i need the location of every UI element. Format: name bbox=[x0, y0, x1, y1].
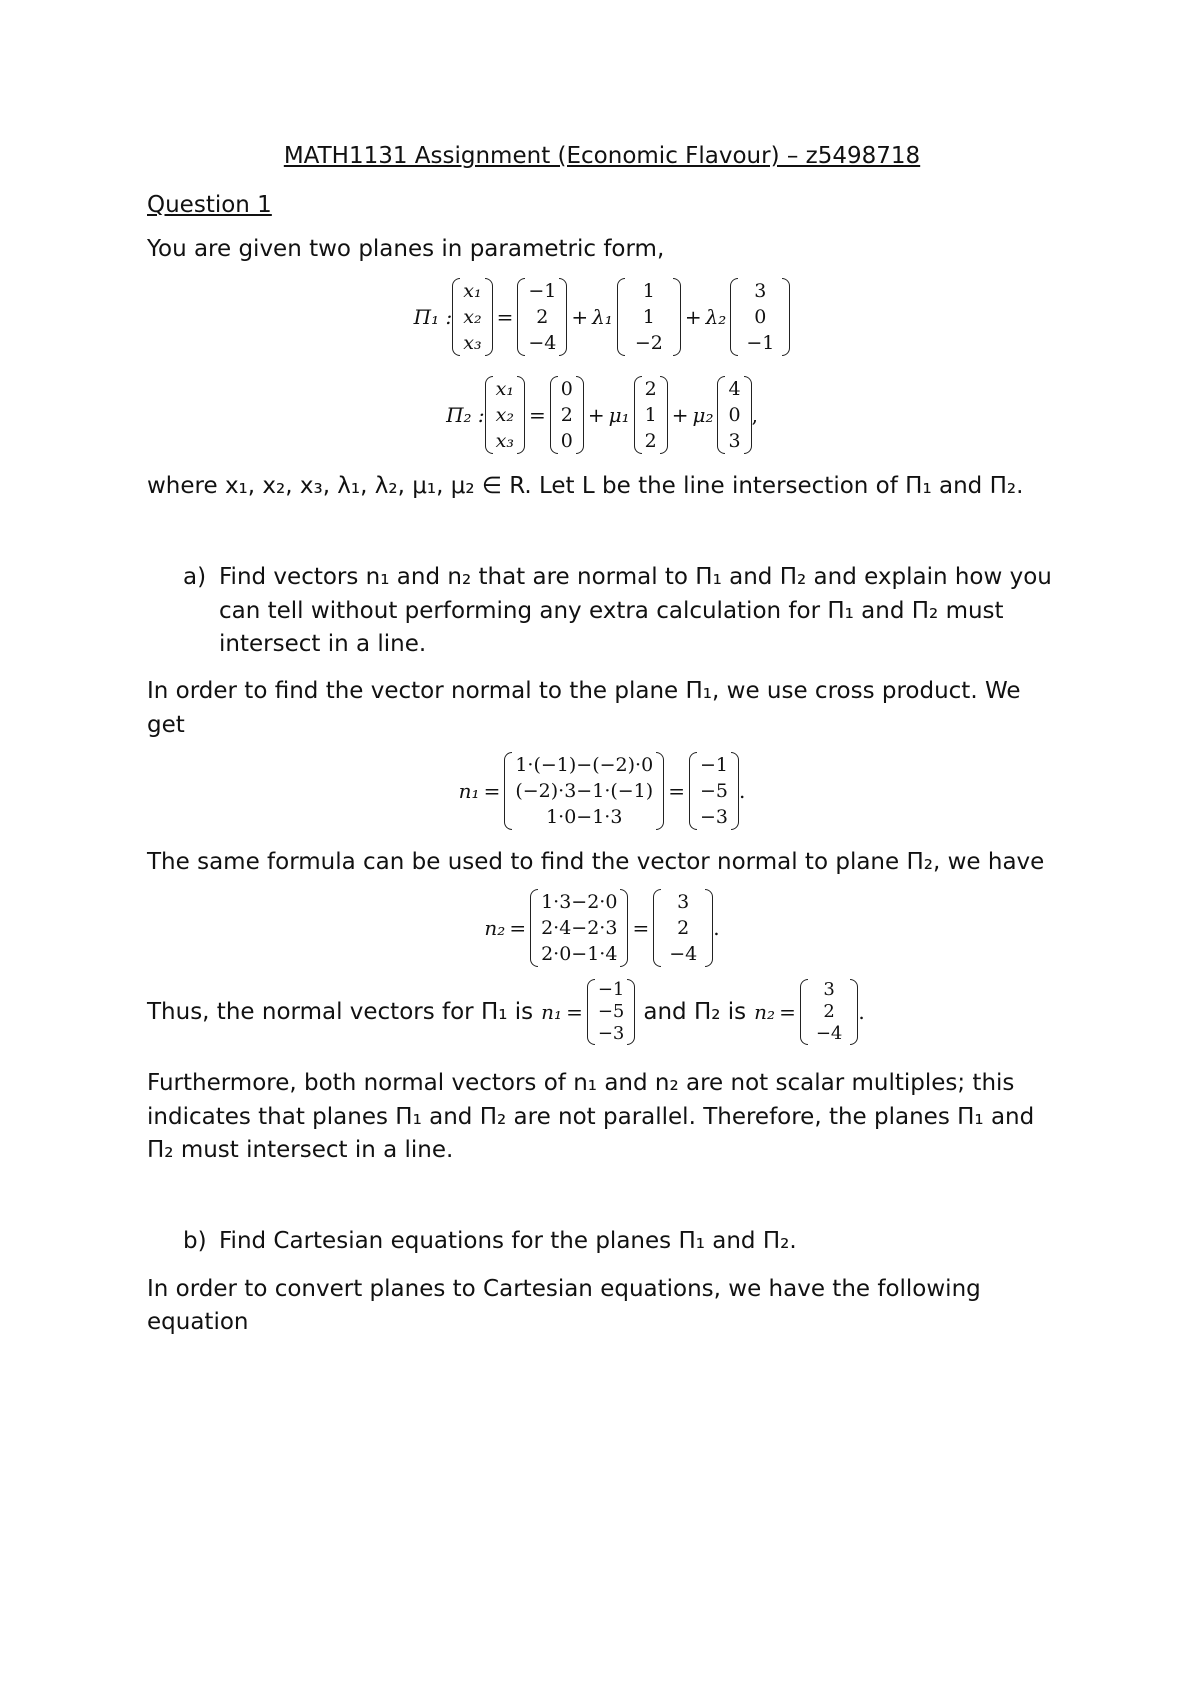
plane2-param1: μ₁ bbox=[608, 402, 630, 427]
question-intro: You are given two planes in parametric form, bbox=[147, 235, 665, 262]
n2-result: 3 2 −4 bbox=[653, 889, 713, 967]
plane1-name: Π₁ : bbox=[413, 304, 453, 329]
n2-lhs: n₂ bbox=[484, 915, 506, 940]
thus-n1-vector: −1 −5 −3 bbox=[587, 979, 636, 1045]
part-a-prompt bbox=[147, 561, 1057, 661]
part-a-answer2: The same formula can be used to find the vector normal to plane Π₂, we have bbox=[147, 849, 1045, 876]
thus-text2: and Π₂ is bbox=[643, 998, 747, 1025]
n1-result: −1 −5 −3 bbox=[689, 752, 739, 830]
plane1-equation: Π₁ : x₁ x₂ x₃ = −1 2 −4 + λ₁ 1 1 −2 + λ₂ 3 0 −1 bbox=[147, 278, 1057, 356]
part-a-label: a) bbox=[183, 564, 207, 591]
plane2-trail: , bbox=[751, 402, 758, 427]
n1-calculation: n₁ = 1·(−1)−(−2)·0 (−2)·3−1·(−1) 1·0−1·3 = −1 −5 −3 . bbox=[458, 754, 746, 829]
n1-lhs: n₁ bbox=[458, 778, 480, 803]
plane1-param2: λ₂ bbox=[705, 304, 727, 329]
document-page bbox=[147, 140, 1057, 1340]
plane1-var-vector: x₁ x₂ x₃ bbox=[452, 278, 492, 356]
thus-n1-label: n₁ bbox=[541, 999, 563, 1024]
thus-n2-vector: 3 2 −4 bbox=[800, 979, 859, 1045]
part-b-label: b) bbox=[183, 1228, 207, 1255]
plane2-param2: μ₂ bbox=[692, 402, 714, 427]
n2-expr: 1·3−2·0 2·4−2·3 2·0−1·4 bbox=[530, 889, 628, 967]
part-b-prompt-text: Find Cartesian equations for the planes Π₁ and Π₂. bbox=[219, 1228, 797, 1255]
plane2-name: Π₂ : bbox=[446, 402, 485, 427]
document-title: MATH1131 Assignment (Economic Flavour) – z5498718 bbox=[283, 143, 921, 169]
question-heading: Question 1 bbox=[147, 192, 272, 219]
plane1-dir1: 1 1 −2 bbox=[617, 278, 681, 356]
plane1-dir2: 3 0 −1 bbox=[730, 278, 790, 356]
part-a-answer1: In order to find the vector normal to the plane Π₁, we use cross product. We get bbox=[147, 678, 1021, 738]
thus-text1: Thus, the normal vectors for Π₁ is bbox=[147, 998, 534, 1025]
plane2-dir2: 4 0 3 bbox=[717, 376, 751, 454]
thus-line: Thus, the normal vectors for Π₁ is n₁ = −1 −5 −3 and Π₂ is n₂ = 3 2 −4 . bbox=[147, 979, 865, 1045]
plane2-point: 0 2 0 bbox=[550, 376, 584, 454]
plane2-dir1: 2 1 2 bbox=[634, 376, 668, 454]
thus-n2-label: n₂ bbox=[754, 999, 776, 1024]
part-a-conclusion: Furthermore, both normal vectors of n₁ and n₂ are not scalar multiples; this indicates that planes Π₁ and Π₂ are not parallel. Therefore, the planes Π₁ and Π₂ must intersect in a line. bbox=[147, 1070, 1035, 1164]
plane1-point: −1 2 −4 bbox=[517, 278, 567, 356]
n1-expr: 1·(−1)−(−2)·0 (−2)·3−1·(−1) 1·0−1·3 bbox=[504, 752, 664, 830]
where-text: where x₁, x₂, x₃, λ₁, λ₂, μ₁, μ₂ ∈ R. Let L be the line intersection of Π₁ and Π₂. bbox=[147, 473, 1024, 500]
plane2-var-vector: x₁ x₂ x₃ bbox=[485, 376, 525, 454]
n2-trail: . bbox=[713, 915, 720, 940]
n1-trail: . bbox=[738, 778, 746, 803]
part-b-answer: In order to convert planes to Cartesian equations, we have the following equation bbox=[147, 1275, 981, 1336]
thus-trail: . bbox=[858, 999, 865, 1024]
n2-calculation: n₂ = 1·3−2·0 2·4−2·3 2·0−1·4 = 3 2 −4 . bbox=[484, 891, 720, 966]
part-b-prompt bbox=[147, 1225, 1057, 1258]
plane1-param1: λ₁ bbox=[592, 304, 613, 329]
part-a-prompt-text: Find vectors n₁ and n₂ that are normal to Π₁ and Π₂ and explain how you can tell without performing any extra calculation for Π₁ and Π₂ must intersect in a line. bbox=[219, 564, 1052, 658]
plane2-equation: Π₂ : x₁ x₂ x₃ = 0 2 0 + μ₁ 2 1 2 + μ₂ 4 0 3 , bbox=[446, 378, 758, 453]
